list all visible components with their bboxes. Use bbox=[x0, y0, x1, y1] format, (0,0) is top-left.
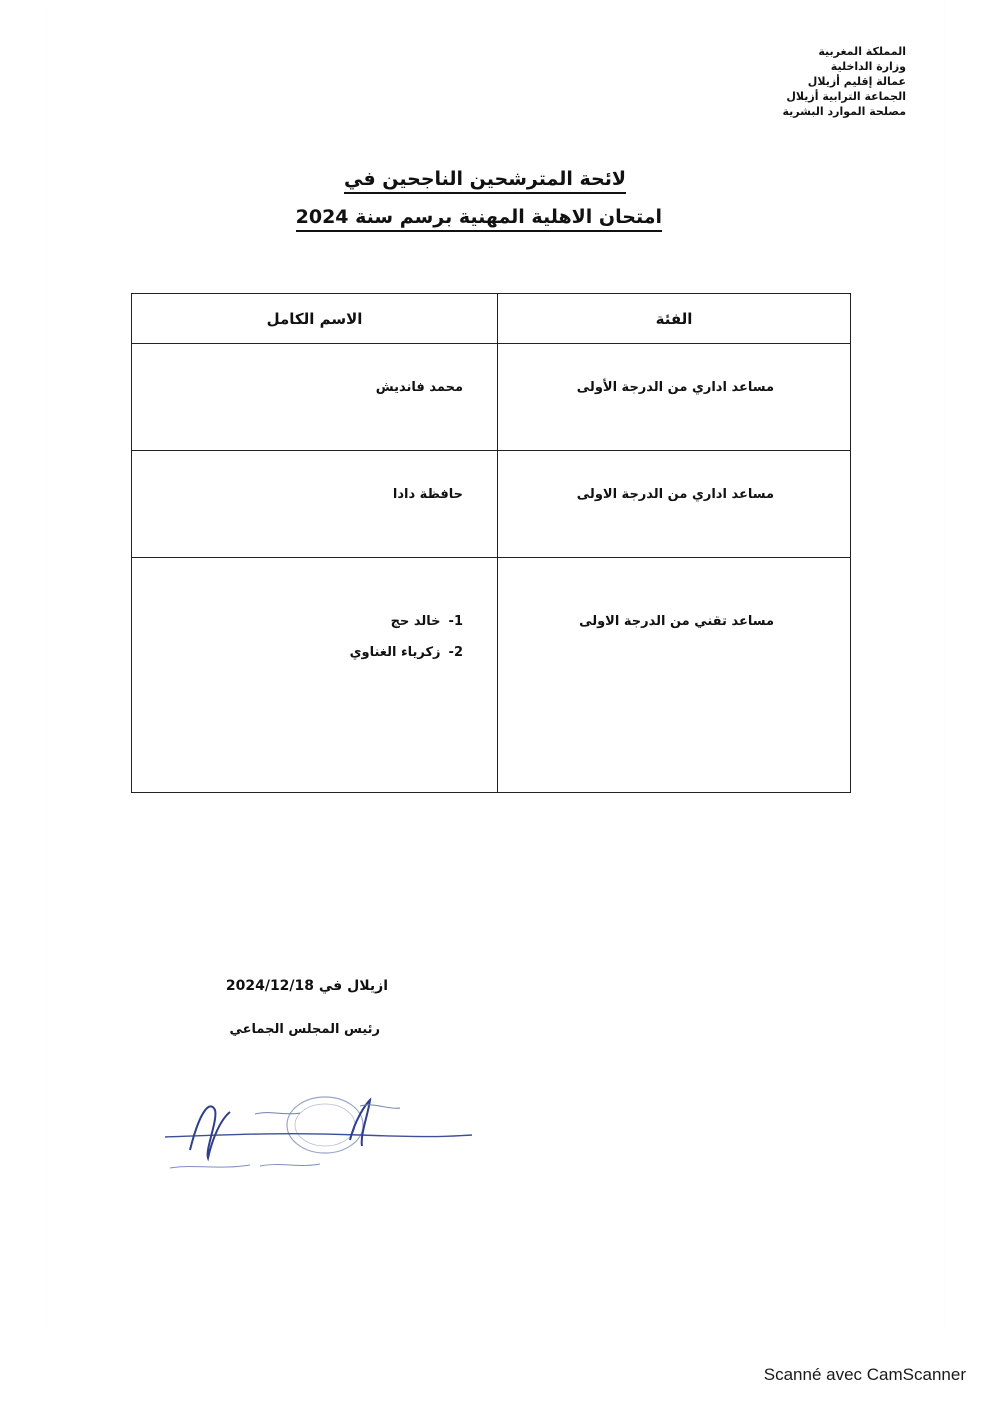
document-header bbox=[782, 44, 906, 119]
stamp-text-scribble bbox=[255, 1105, 400, 1114]
candidates-table bbox=[131, 293, 851, 793]
table-row bbox=[132, 558, 851, 793]
header-line-commune: الجماعة الترابية أزيلال bbox=[786, 90, 906, 103]
category-cell: مساعد تقني من الدرجة الاولى bbox=[498, 558, 851, 793]
full-name-column-header: الاسم الكامل bbox=[132, 294, 498, 344]
table-row bbox=[132, 344, 851, 451]
candidate-entry bbox=[140, 614, 463, 629]
candidate-number: 1- bbox=[448, 614, 463, 629]
category-cell: مساعد اداري من الدرجة الأولى bbox=[498, 344, 851, 451]
name-cell bbox=[132, 344, 498, 451]
stamp-text-scribble-bottom bbox=[170, 1164, 320, 1168]
header-line-kingdom: المملكة المغربية bbox=[818, 45, 906, 58]
signature-and-stamp bbox=[160, 1080, 480, 1180]
stamp-inner-ring bbox=[295, 1104, 355, 1146]
stamp-ring bbox=[287, 1097, 363, 1153]
table-header-row bbox=[132, 294, 851, 344]
signatory-title: رئيس المجلس الجماعي bbox=[229, 1022, 380, 1037]
candidate-name: زكرياء الغناوي bbox=[349, 645, 441, 660]
category-column-header: الفئة bbox=[498, 294, 851, 344]
header-line-service: مصلحة الموارد البشرية bbox=[782, 105, 906, 118]
document-title-line-1: لائحة المترشحين الناجحين في bbox=[344, 168, 626, 194]
category-cell: مساعد اداري من الدرجة الاولى bbox=[498, 451, 851, 558]
signature-flourish-left bbox=[190, 1106, 230, 1158]
candidate-name: حافظة دادا bbox=[392, 487, 463, 502]
place-and-date: ازيلال في 2024/12/18 bbox=[225, 978, 388, 994]
name-cell bbox=[132, 558, 498, 793]
header-line-ministry: وزارة الداخلية bbox=[830, 60, 906, 73]
scanner-watermark: Scanné avec CamScanner bbox=[763, 1365, 966, 1384]
table-row bbox=[132, 451, 851, 558]
header-line-prefecture: عمالة إقليم أزيلال bbox=[807, 75, 906, 88]
candidate-name: محمد فانديش bbox=[375, 380, 463, 395]
candidate-number: 2- bbox=[448, 645, 463, 660]
candidate-name: خالد حج bbox=[390, 614, 441, 629]
signature-flourish-right bbox=[350, 1100, 370, 1146]
name-cell bbox=[132, 451, 498, 558]
candidate-entry bbox=[140, 645, 463, 660]
document-title-line-2: امتحان الاهلية المهنية برسم سنة 2024 bbox=[296, 206, 662, 232]
